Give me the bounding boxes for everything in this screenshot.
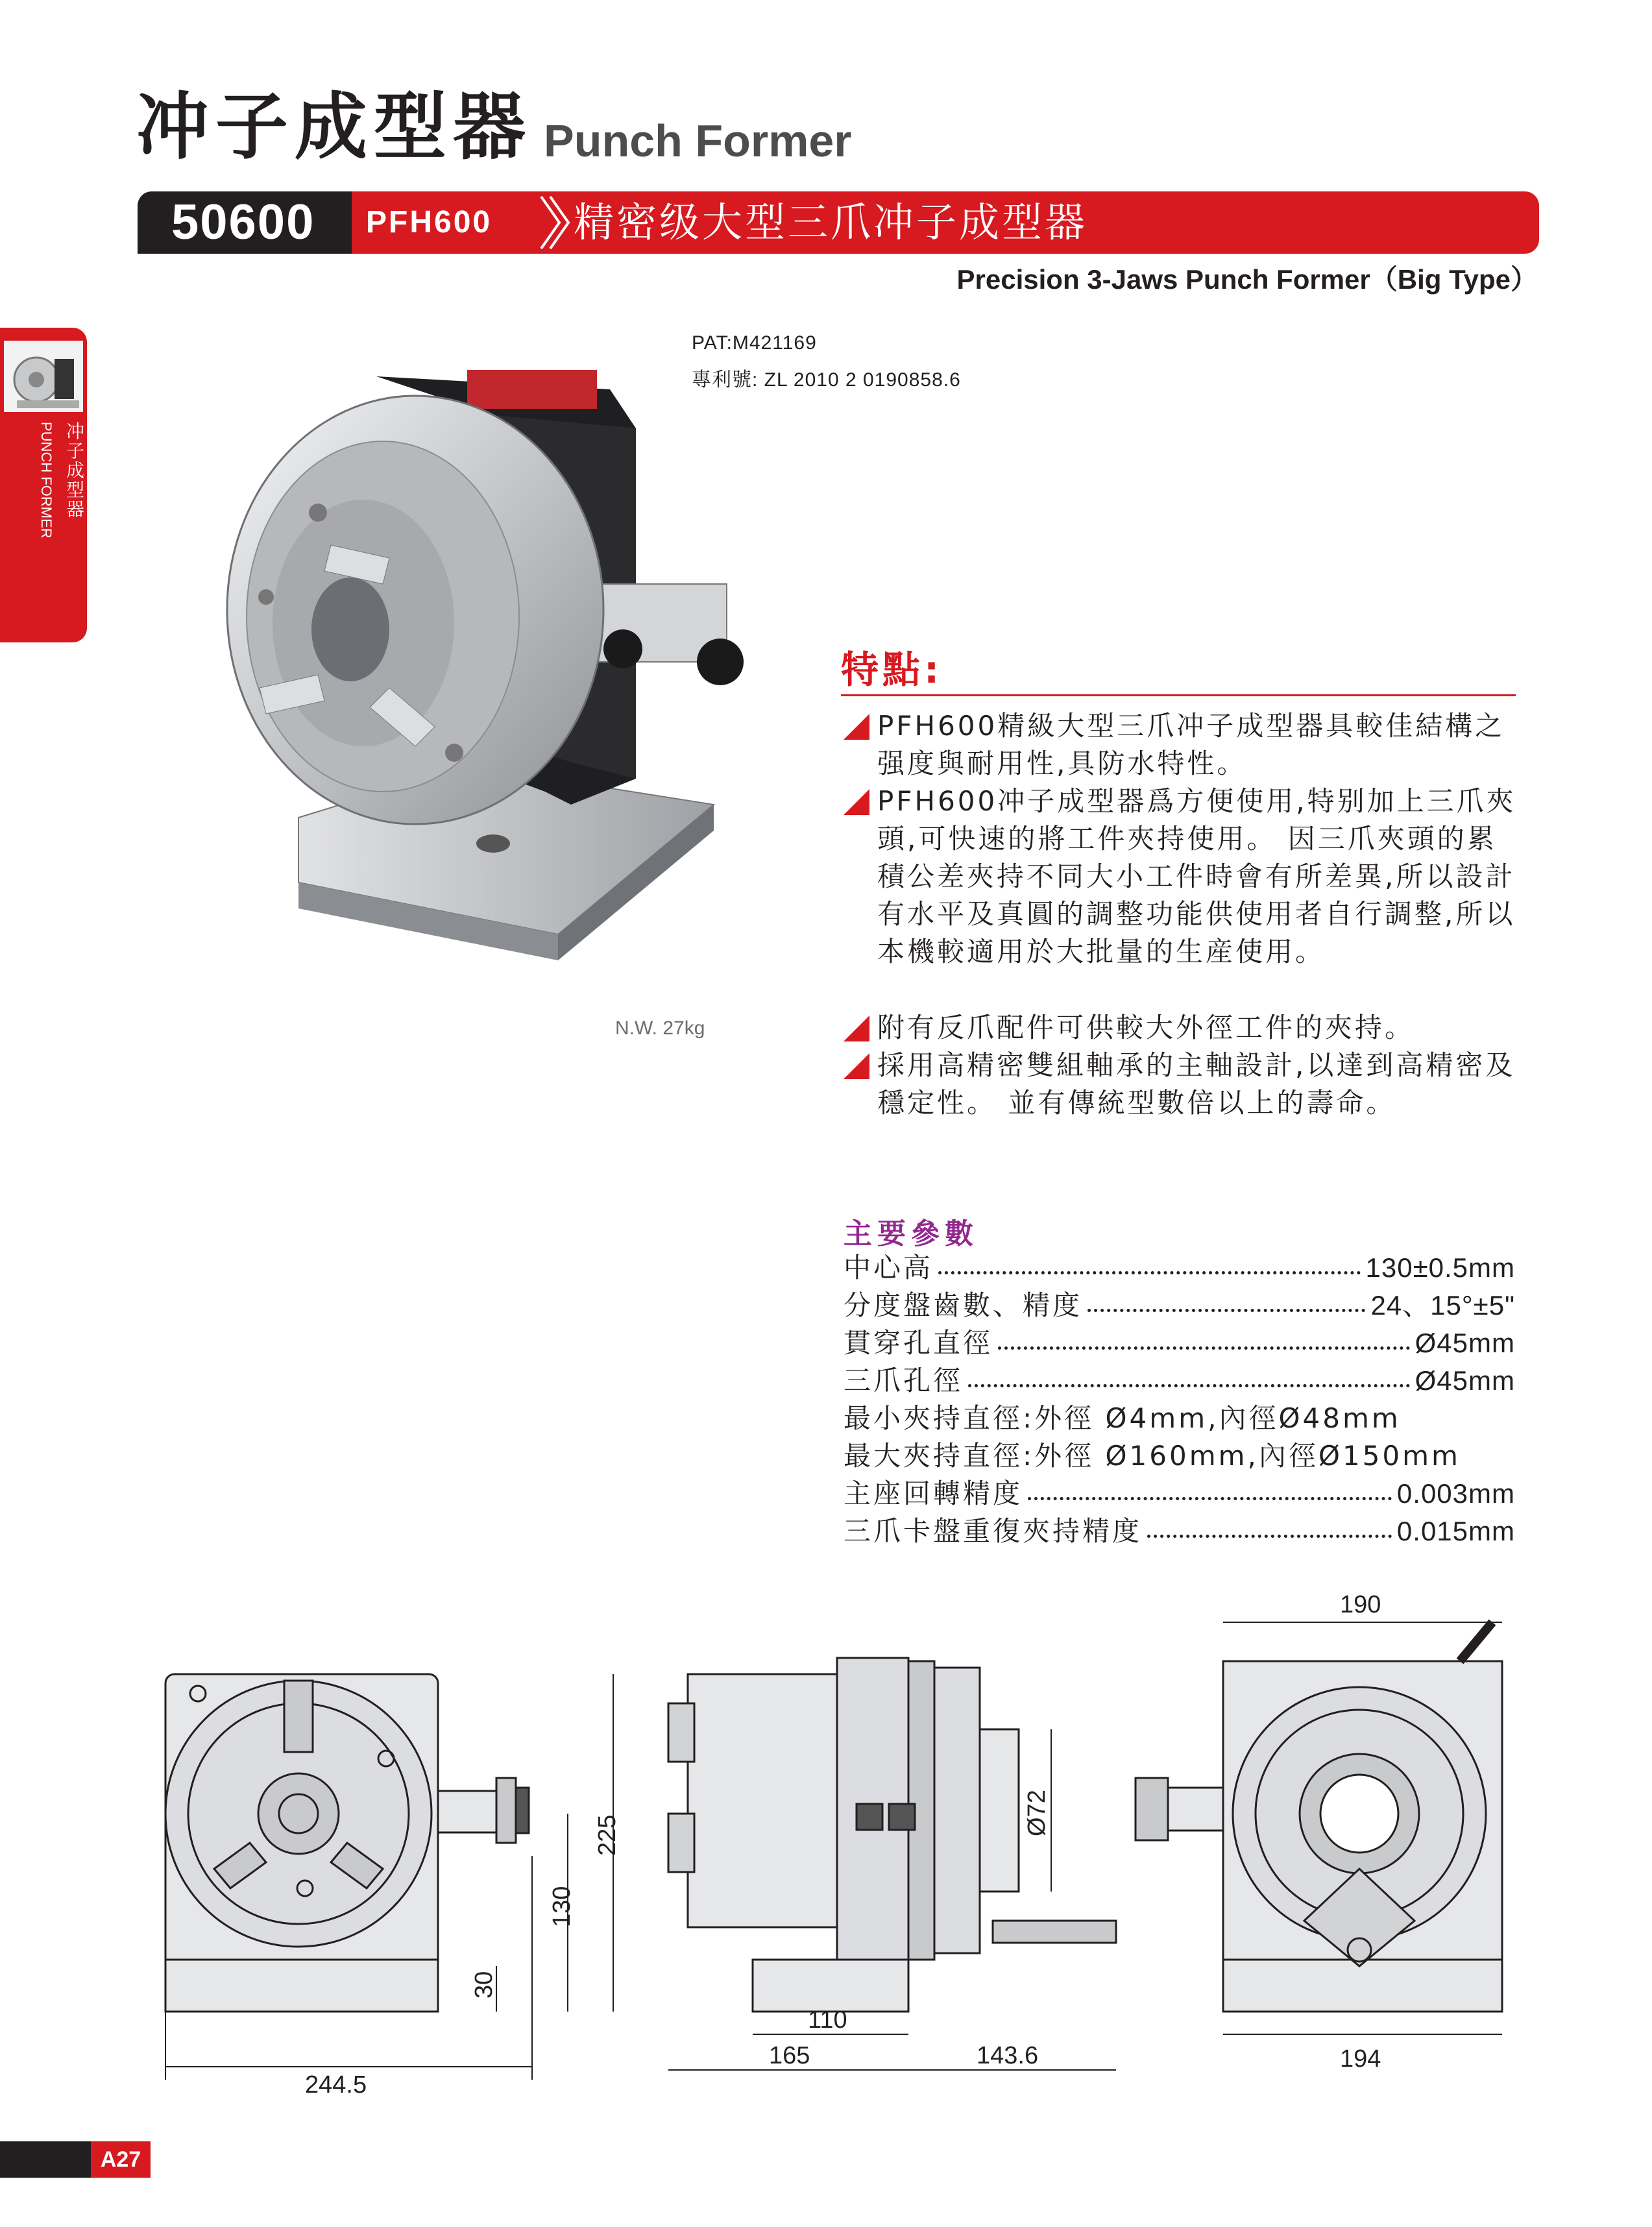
page-title: 冲子成型器 bbox=[136, 85, 532, 169]
product-name-zh: 精密级大型三爪冲子成型器 bbox=[574, 199, 1088, 246]
spec-row bbox=[844, 1250, 1515, 1286]
feature-text: PFH600精級大型三爪冲子成型器具較佳結構之强度與耐用性,具防水特性。 bbox=[877, 710, 1505, 779]
features-title: 特點: bbox=[841, 648, 943, 692]
rear-view-drawing bbox=[1136, 1622, 1502, 2012]
patent-number: PAT:M421169 bbox=[692, 332, 817, 354]
product-banner bbox=[138, 191, 1539, 254]
spec-value: Ø45mm bbox=[1415, 1365, 1515, 1396]
spec-label: 最大夾持直徑:外徑 Ø160mm,內徑Ø150mm bbox=[844, 1440, 1461, 1472]
spec-value: Ø45mm bbox=[1415, 1328, 1515, 1358]
feature-text: PFH600冲子成型器爲方便使用,特别加上三爪夾頭,可快速的將工件夾持使用。 因三爪夾頭的累積公差夾持不同大小工件時會有所差異,所以設計有水平及真圓的調整功能供使用者自行調整,所以本機較適用於大批量的生産使用。 bbox=[877, 785, 1516, 967]
product-name-en: Precision 3-Jaws Punch Former（Big Type） bbox=[956, 264, 1538, 295]
spec-value: 0.015mm bbox=[1396, 1516, 1515, 1546]
product-photo bbox=[221, 350, 792, 973]
leader-dots bbox=[1147, 1513, 1392, 1538]
spec-row bbox=[844, 1287, 1515, 1324]
spec-label: 分度盤齒數、精度 bbox=[844, 1289, 1083, 1321]
dim-rear-bottom: 194 bbox=[1340, 2045, 1381, 2073]
triangle-bullet-icon bbox=[844, 1053, 869, 1079]
dim-center-height: 130 bbox=[548, 1886, 576, 1927]
feature-text: 附有反爪配件可供較大外徑工件的夾持。 bbox=[877, 1012, 1415, 1043]
specs-title: 主要參數 bbox=[844, 1217, 978, 1250]
dim-side-base: 110 bbox=[808, 2006, 847, 2034]
triangle-bullet-icon bbox=[844, 714, 869, 740]
spec-label: 中心高 bbox=[844, 1252, 934, 1284]
side-tab-label-en: PUNCH FORMER bbox=[38, 422, 55, 539]
dim-base-height: 30 bbox=[470, 1971, 498, 1999]
triangle-bullet-icon bbox=[844, 789, 869, 815]
product-code: 50600 bbox=[171, 195, 315, 250]
leader-dots bbox=[938, 1250, 1361, 1274]
front-view-drawing bbox=[165, 1674, 529, 2012]
spec-value: 0.003mm bbox=[1396, 1478, 1515, 1509]
spec-row bbox=[844, 1438, 1515, 1474]
page-number: A27 bbox=[91, 2141, 151, 2178]
spec-row bbox=[844, 1513, 1515, 1550]
dim-side-dia: Ø72 bbox=[1023, 1790, 1051, 1836]
dim-front-height: 225 bbox=[594, 1814, 621, 1856]
spec-row bbox=[844, 1363, 1515, 1399]
spec-label: 三爪孔徑 bbox=[844, 1365, 964, 1396]
page-title-en: Punch Former bbox=[544, 116, 852, 166]
side-tab-label-zh: 冲子成型器 bbox=[64, 422, 85, 519]
product-thumbnail-icon bbox=[4, 341, 83, 412]
features-divider bbox=[841, 694, 1516, 696]
dim-side-handle: 143.6 bbox=[977, 2042, 1039, 2069]
spec-label: 貫穿孔直徑 bbox=[844, 1327, 993, 1359]
feature-text: 採用高精密雙組軸承的主軸設計,以達到高精密及穩定性。 並有傳統型數倍以上的壽命。 bbox=[877, 1049, 1516, 1119]
product-model: PFH600 bbox=[366, 205, 492, 239]
spec-label: 三爪卡盤重復夾持精度 bbox=[844, 1515, 1143, 1547]
leader-dots bbox=[998, 1325, 1410, 1350]
spec-value: 130±0.5mm bbox=[1365, 1252, 1515, 1283]
spec-value: 24、15°±5" bbox=[1370, 1290, 1515, 1320]
leader-dots bbox=[1087, 1287, 1365, 1312]
patent-number-cn: 專利號: ZL 2010 2 0190858.6 bbox=[692, 369, 961, 391]
spec-label: 主座回轉精度 bbox=[844, 1478, 1023, 1509]
dim-rear-top: 190 bbox=[1340, 1591, 1381, 1618]
leader-dots bbox=[1028, 1476, 1392, 1500]
dim-side-length: 165 bbox=[769, 2042, 810, 2069]
dim-front-width: 244.5 bbox=[305, 2071, 367, 2099]
spec-row bbox=[844, 1476, 1515, 1512]
spec-row bbox=[844, 1325, 1515, 1361]
spec-label: 最小夾持直徑:外徑 Ø4mm,內徑Ø48mm bbox=[844, 1402, 1401, 1434]
triangle-bullet-icon bbox=[844, 1016, 869, 1041]
net-weight: N.W. 27kg bbox=[615, 1017, 705, 1039]
spec-row bbox=[844, 1400, 1515, 1437]
technical-drawings bbox=[0, 1583, 1652, 2102]
chevron-right-icon bbox=[536, 191, 575, 254]
leader-dots bbox=[968, 1363, 1410, 1387]
